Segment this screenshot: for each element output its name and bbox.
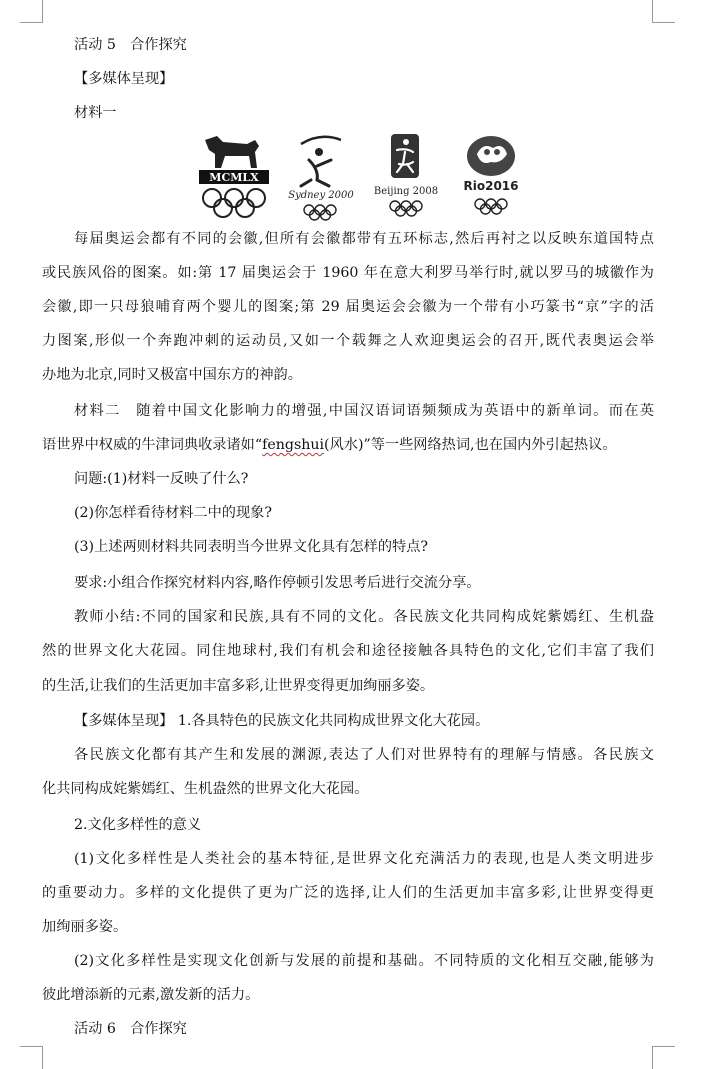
- question-1: 问题:(1)材料一反映了什么?: [74, 471, 249, 487]
- logo2-text: Sydney 2000: [288, 190, 354, 201]
- activity6-heading: 活动 6 合作探究: [74, 1021, 187, 1037]
- corner-mark-top-right: [652, 0, 675, 23]
- teacher-summary-line: 的生活,让我们的生活更加丰富多彩,让世界变得更加绚丽多姿。: [42, 678, 435, 694]
- para1-line: 力图案,形似一个奔跑冲刺的运动员,又如一个载舞之人欢迎奥运会的召开,既代表奥运会举: [42, 333, 654, 349]
- material2-line: 材料二 随着中国文化影响力的增强,中国汉语词语频频成为英语中的新单词。而在英: [74, 403, 654, 419]
- multimedia-label: 【多媒体呈现】: [74, 71, 174, 87]
- nations-para-line: 各民族文化都有其产生和发展的渊源,表达了人们对世界特有的理解与情感。各民族文: [74, 747, 654, 763]
- multimedia-point1: 【多媒体呈现】 1.各具特色的民族文化共同构成世界文化大花园。: [74, 713, 490, 729]
- question-3: (3)上述两则材料共同表明当今世界文化具有怎样的特点?: [74, 539, 429, 555]
- point2-2-line: 彼此增添新的元素,激发新的活力。: [42, 987, 260, 1003]
- olympic-logos: [195, 130, 525, 222]
- teacher-summary-line: 然的世界文化大花园。同住地球村,我们有机会和途径接触各具特色的文化,它们丰富了我们: [42, 643, 654, 659]
- material2-text: (风水)”等一些网络热词,也在国内外引起热议。: [324, 437, 617, 453]
- material1-label: 材料一: [74, 105, 117, 121]
- material2-line: [42, 435, 616, 455]
- logo4-text: Rio2016: [463, 179, 519, 193]
- activity5-heading: 活动 5 合作探究: [74, 37, 187, 53]
- point2-1-line: (1)文化多样性是人类社会的基本特征,是世界文化充满活力的表现,也是人类文明进步: [74, 851, 654, 867]
- point2-2-line: (2)文化多样性是实现文化创新与发展的前提和基础。不同特质的文化相互交融,能够为: [74, 953, 654, 969]
- para1-line: 办地为北京,同时又极富中国东方的神韵。: [42, 367, 302, 383]
- rome-1960-logo: [195, 130, 273, 222]
- beijing-2008-logo: [367, 130, 445, 222]
- spellcheck-word-fengshui: fengshui: [262, 437, 325, 453]
- material2-text: 语世界中权威的牛津词典收录诸如“: [42, 437, 263, 453]
- para1-line: 或民族风俗的图案。如:第 17 届奥运会于 1960 年在意大利罗马举行时,就以罗马的城徽作为: [42, 265, 654, 281]
- logo3-text: Beijing 2008: [373, 186, 439, 197]
- para1-line: 每届奥运会都有不同的会徽,但所有会徽都带有五环标志,然后再衬之以反映东道国特点: [74, 231, 654, 247]
- teacher-summary-line: 教师小结:不同的国家和民族,具有不同的文化。各民族文化共同构成姹紫嫣红、生机盎: [74, 609, 654, 625]
- rio-2016-logo: [453, 130, 531, 222]
- corner-mark-bottom-right: [652, 1046, 675, 1069]
- corner-mark-bottom-left: [20, 1046, 43, 1069]
- point2-1-line: 的重要动力。多样的文化提供了更为广泛的选择,让人们的生活更加丰富多彩,让世界变得更: [42, 885, 654, 901]
- corner-mark-top-left: [20, 0, 43, 23]
- requirement: 要求:小组合作探究材料内容,略作停顿引发思考后进行交流分享。: [74, 575, 481, 591]
- nations-para-line: 化共同构成姹紫嫣红、生机盎然的世界文化大花园。: [42, 781, 369, 797]
- point2-1-line: 加绚丽多姿。: [42, 919, 128, 935]
- para1-line: 会徽,即一只母狼哺育两个婴儿的图案;第 29 届奥运会会徽为一个带有小巧篆书“京”字的活: [42, 299, 654, 315]
- point2-title: 2.文化多样性的意义: [74, 817, 202, 833]
- logo1-text: MCMLX: [209, 171, 259, 184]
- sydney-2000-logo: [281, 130, 359, 222]
- question-2: (2)你怎样看待材料二中的现象?: [74, 505, 272, 521]
